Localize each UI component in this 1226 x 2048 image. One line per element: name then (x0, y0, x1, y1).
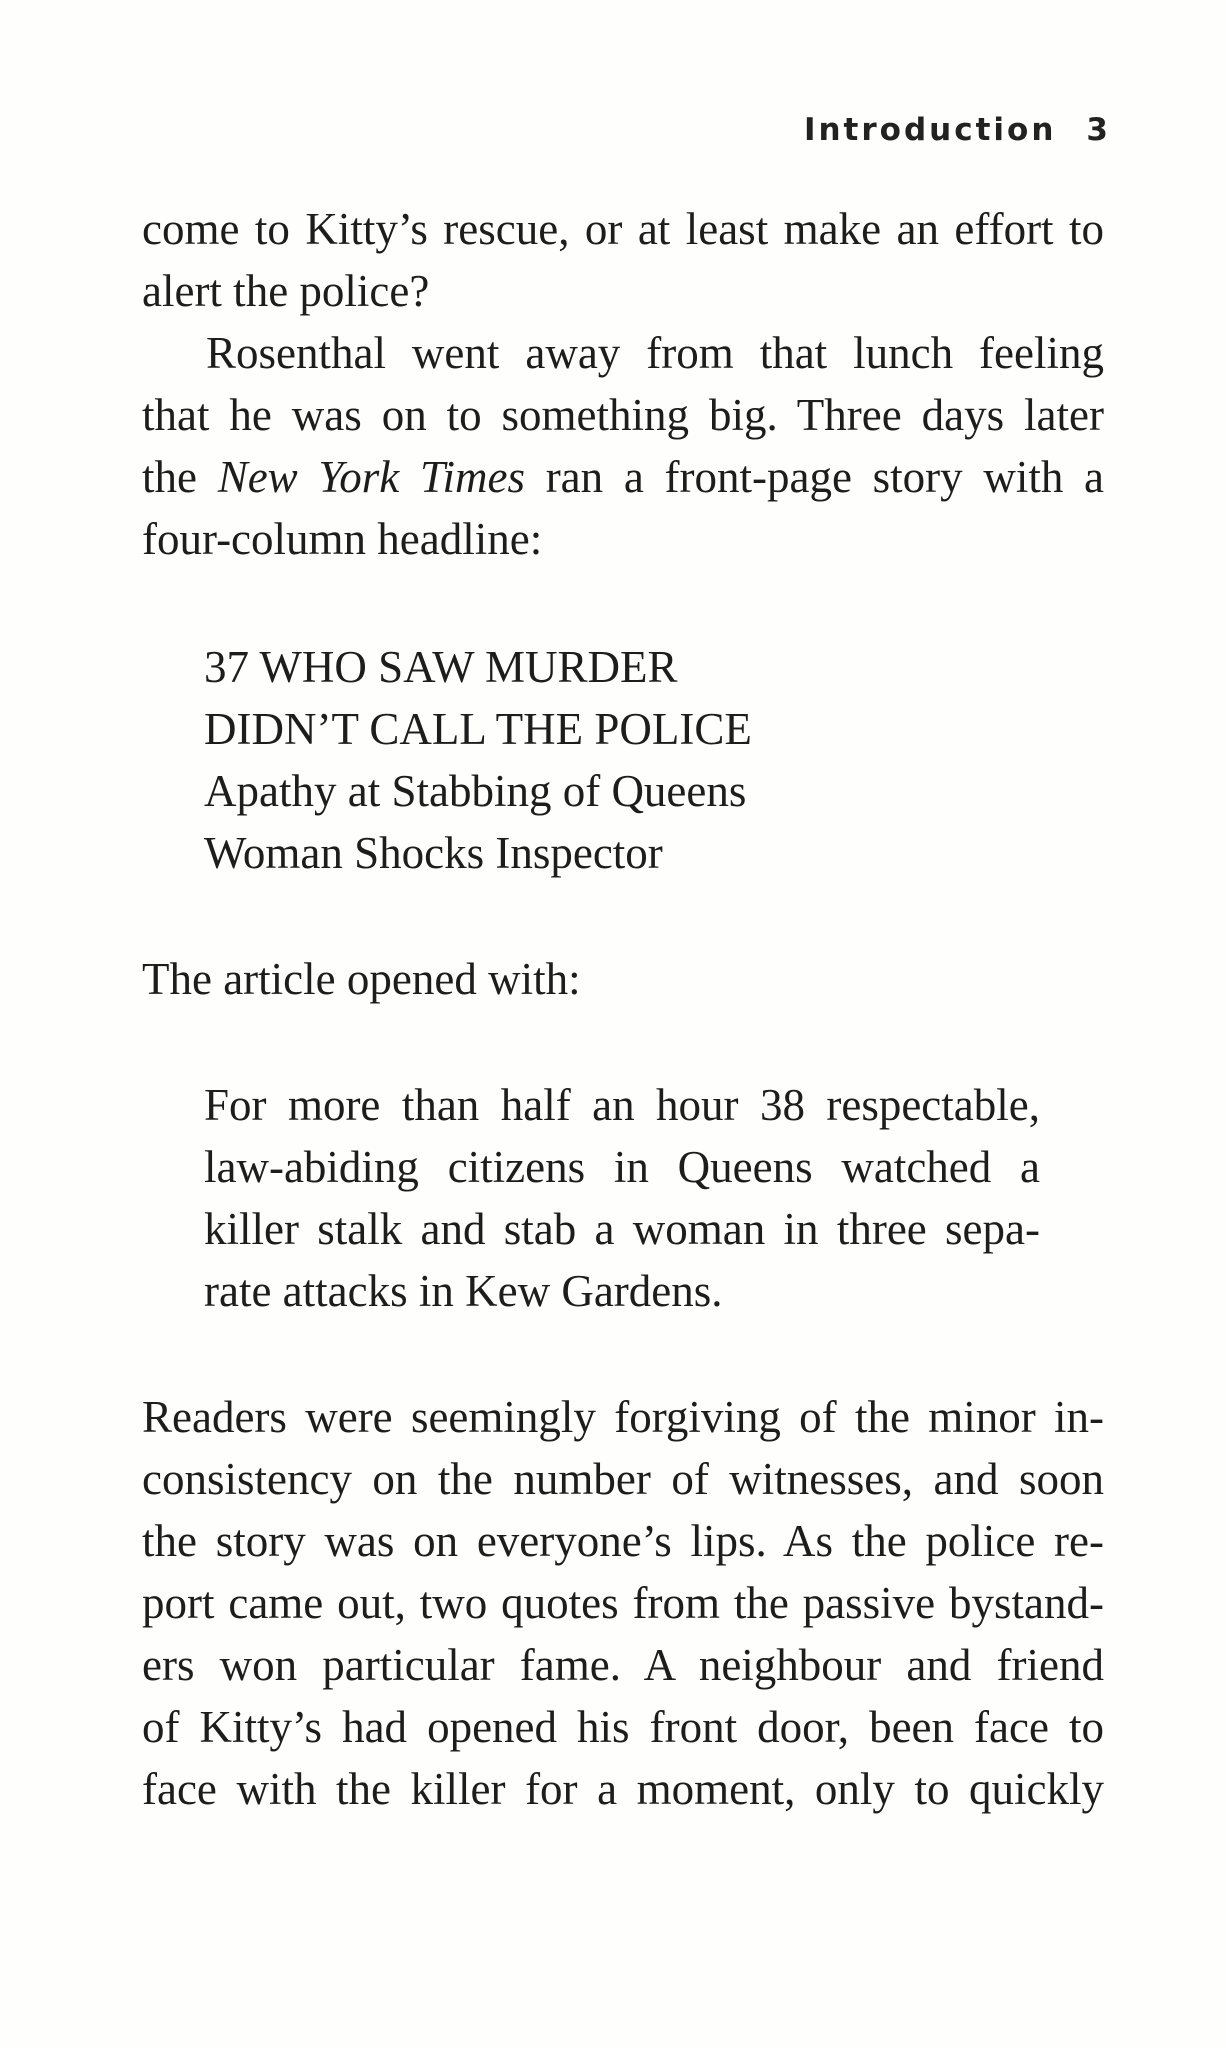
quote-line: law-abiding citizens in Queens watched a (204, 1142, 1040, 1192)
headline-line: Apathy at Stabbing of Queens (204, 766, 747, 816)
text-line: consistency on the number of witnesses, and soon (142, 1454, 1104, 1504)
text-line: the story was on everyone’s lips. As the police re- (142, 1516, 1104, 1566)
text-line: four-column headline: (142, 514, 543, 564)
text-line (142, 446, 1104, 508)
quote-line: killer stalk and stab a woman in three sepa- (204, 1204, 1040, 1254)
text-line: alert the police? (142, 266, 430, 316)
running-head (804, 112, 1108, 148)
quote-line: For more than half an hour 38 respectable, (204, 1080, 1040, 1130)
running-head-title: Introduction (803, 112, 1057, 148)
headline-line: Woman Shocks Inspector (204, 828, 663, 878)
headline-line: 37 WHO SAW MURDER (204, 642, 678, 692)
text-line: ers won particular fame. A neighbour and friend (142, 1640, 1104, 1690)
text-line: The article opened with: (142, 954, 581, 1004)
text-line: face with the killer for a moment, only to quickly (142, 1764, 1104, 1814)
text-line: that he was on to something big. Three days later (142, 390, 1104, 440)
newspaper-title: New York Times (217, 452, 525, 502)
text-run: the (142, 452, 218, 502)
text-line: of Kitty’s had opened his front door, been face to (142, 1702, 1104, 1752)
text-line: Rosenthal went away from that lunch feeling (206, 328, 1104, 378)
page-number: 3 (1086, 112, 1108, 148)
text-line: port came out, two quotes from the passive bystand- (142, 1578, 1104, 1628)
headline-line: DIDN’T CALL THE POLICE (204, 704, 752, 754)
quote-line: rate attacks in Kew Gardens. (204, 1266, 723, 1316)
text-run: ran a front-page story with a (525, 452, 1104, 502)
text-line: Readers were seemingly forgiving of the minor in- (142, 1392, 1104, 1442)
text-line: come to Kitty’s rescue, or at least make an effort to (142, 204, 1104, 254)
